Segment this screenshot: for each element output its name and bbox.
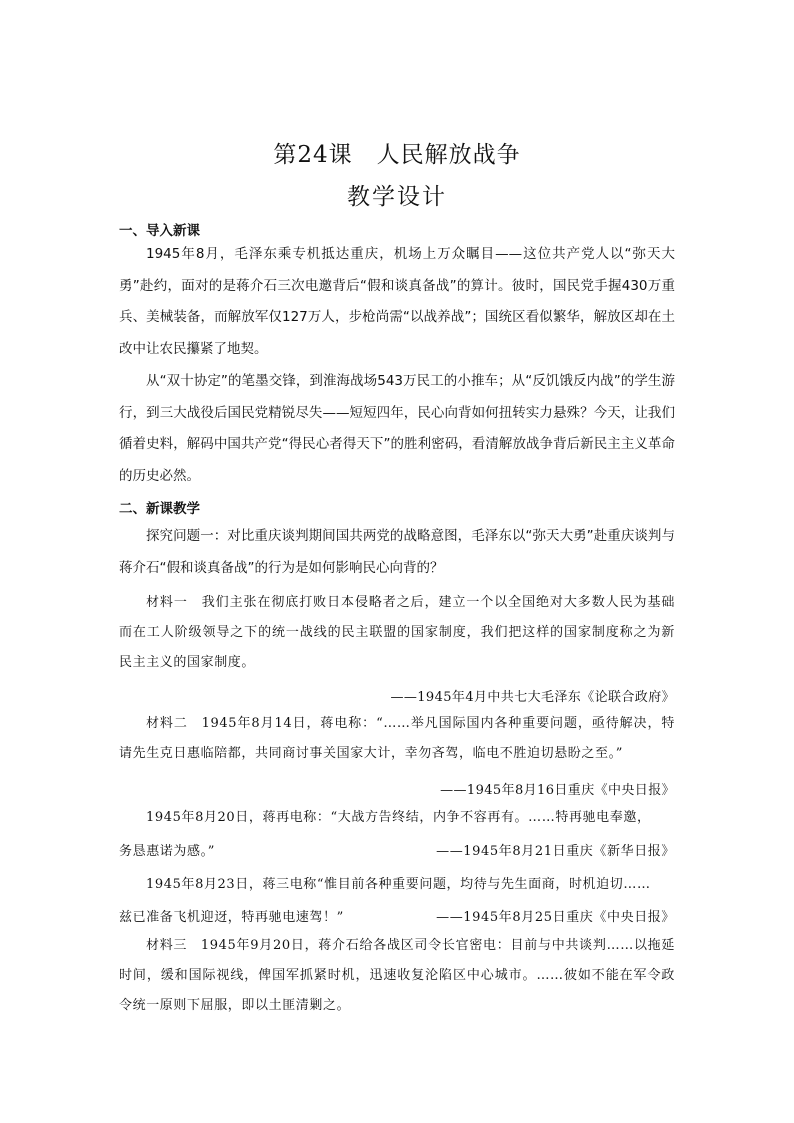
lesson-title: 第24课 人民解放战争 (273, 142, 521, 168)
material-1-source: ——1945年4月中共七大毛泽东《论联合政府》 (390, 690, 675, 705)
material-2b-text-2: 务恳惠诺为感。” (119, 844, 215, 859)
material-2c-text-1: 1945年8月23日，蒋三电称“惟目前各种重要问题，均待与先生面商，时机迫切…… (146, 877, 651, 892)
material-3-text: 材料三 1945年9月20日，蒋介石给各战区司令长官密电：目前与中共谈判……以拖延时间，缓和国际视线，俾国军抓紧时机，迅速收复沦陷区中心城市。……彼如不能在军令政令统一原则下屈服，即以土匪清剿之。 (119, 938, 675, 1013)
lesson-subtitle: 教学设计 (347, 184, 447, 210)
material-2b-line-1 (119, 806, 675, 825)
material-2-source: ——1945年8月16日重庆《中央日报》 (440, 783, 675, 798)
material-2b-source: ——1945年8月21日重庆《新华日报》 (436, 844, 675, 859)
intro-paragraph-2: 从“双十协定”的笔墨交锋，到淮海战场543万民工的小推车；从“反饥饿反内战”的学生游行，到三大战役后国民党精锐尽失——短短四年，民心向背如何扭转实力悬殊？今天，让我们循着史料，解码中国共产党“得民心者得天下”的胜利密码，看清解放战争背后新民主主义革命的历史必然。 (119, 373, 675, 484)
material-2c-line-1 (119, 873, 675, 892)
material-2b-text-1: 1945年8月20日，蒋再电称：“大战方告终结，内争不容再有。……特再驰电奉邀， (146, 810, 651, 825)
material-2-text: 材料二 1945年8月14日，蒋电称：“……举凡国际国内各种重要问题，亟待解决，特请先生克日惠临陪都，共同商讨事关国家大计，幸勿吝驾，临电不胜迫切悬盼之至。” (119, 716, 675, 761)
intro-paragraph-1: 1945年8月，毛泽东乘专机抵达重庆，机场上万众瞩目——这位共产党人以“弥天大勇”赴约，面对的是蒋介石三次电邀背后“假和谈真备战”的算计。彼时，国民党手握430万重兵、美械装备，而解放军仅127万人，步枪尚需“以战养战”；国统区看似繁华，解放区却在土改中让农民攥紧了地契。 (119, 246, 675, 357)
material-2c-text-2: 兹已准备飞机迎迓，特再驰电速驾！” (119, 910, 344, 925)
material-2b-line-2 (119, 840, 675, 860)
material-2c-source: ——1945年8月25日重庆《中央日报》 (436, 910, 675, 925)
section-heading-intro: 一、导入新课 (119, 223, 200, 239)
section-heading-new-lesson: 二、新课教学 (119, 501, 200, 517)
inquiry-question-1: 探究问题一：对比重庆谈判期间国共两党的战略意图，毛泽东以“弥天大勇”赴重庆谈判与蒋介石“假和谈真备战”的行为是如何影响民心向背的？ (119, 528, 675, 576)
material-1-text: 材料一 我们主张在彻底打败日本侵略者之后，建立一个以全国绝对大多数人民为基础而在工人阶级领导之下的统一战线的民主联盟的国家制度，我们把这样的国家制度称之为新民主主义的国家制度。 (119, 595, 675, 670)
material-2c-line-2 (119, 906, 675, 926)
